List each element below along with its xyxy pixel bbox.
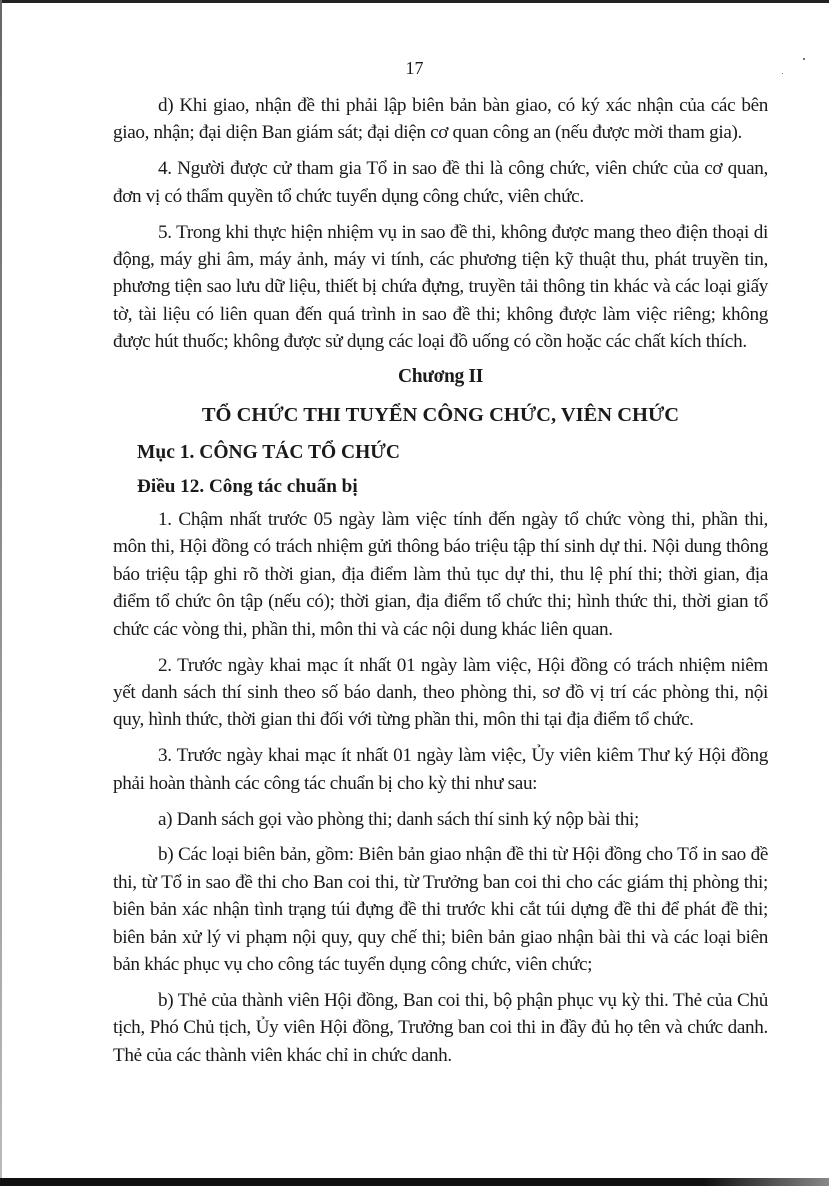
article-paragraph-2: 2. Trước ngày khai mạc ít nhất 01 ngày làm việc, Hội đồng có trách nhiệm niêm yết danh sách thí sinh theo số báo danh, theo phòng thi, sơ đồ vị trí các phòng thi, nội quy, hình thức, thời gian thi đối với từng phần thi, môn thi tại địa điểm tổ chức. xyxy=(113,654,768,731)
document-body xyxy=(113,92,768,1078)
article-paragraph-3: 3. Trước ngày khai mạc ít nhất 01 ngày làm việc, Ủy viên kiêm Thư ký Hội đồng phải hoàn thành các công tác chuẩn bị cho kỳ thi như sau: xyxy=(113,745,768,794)
page-number: 17 xyxy=(405,58,424,78)
scan-border-top xyxy=(0,0,829,3)
article-item-b-minutes: b) Các loại biên bản, gồm: Biên bản giao nhận đề thi từ Hội đồng cho Tổ in sao đề thi, từ Tổ in sao đề thi cho Ban coi thi, từ Trưởng ban coi thi cho các giám thị phòng thi; biên bản xác nhận tình trạng túi đựng đề thi trước khi cắt túi dựng đề thi để phát đề thi; biên bản xử lý vi phạm nội quy, quy chế thi; biên bản giao nhận bài thi và các loại biên bản khác phục vụ cho công tác tuyển dụng công chức, viên chức; xyxy=(113,844,768,976)
paragraph-4-print-team-members: 4. Người được cử tham gia Tổ in sao đề thi là công chức, viên chức của cơ quan, đơn vị có thẩm quyền tổ chức tuyển dụng công chức, viên chức. xyxy=(113,158,768,207)
chapter-label: Chương II xyxy=(398,366,483,388)
article-item-b-cards: b) Thẻ của thành viên Hội đồng, Ban coi thi, bộ phận phục vụ kỳ thi. Thẻ của Chủ tịch, Phó Chủ tịch, Ủy viên Hội đồng, Trưởng ban coi thi in đầy đủ họ tên và chức danh. Thẻ của các thành viên khác chỉ in chức danh. xyxy=(113,989,768,1066)
article-paragraph-1: 1. Chậm nhất trước 05 ngày làm việc tính đến ngày tổ chức vòng thi, phần thi, môn thi, Hội đồng có trách nhiệm gửi thông báo triệu tập thí sinh dự thi. Nội dung thông báo triệu tập ghi rõ thời gian, địa điểm làm thủ tục dự thi, thu lệ phí thi; thời gian, địa điểm tổ chức ôn tập (nếu có); thời gian, địa điểm tổ chức thi; hình thức thi, thời gian tổ chức các vòng thi, phần thi, môn thi và các nội dung khác liên quan. xyxy=(113,508,768,640)
chapter-title: TỔ CHỨC THI TUYỂN CÔNG CHỨC, VIÊN CHỨC xyxy=(201,403,680,426)
paragraph-5-prohibited-items: 5. Trong khi thực hiện nhiệm vụ in sao đề thi, không được mang theo điện thoại di động, máy ghi âm, máy ảnh, máy vi tính, các phương tiện kỹ thuật thu, phát truyền tin, phương tiện sao lưu dữ liệu, thiết bị chứa đựng, truyền tải thông tin khác và các loại giấy tờ, tài liệu có liên quan đến quá trình in sao đề thi; không được làm việc riêng; không được hút thuốc; không được sử dụng các loại đồ uống có cồn hoặc các chất kích thích. xyxy=(113,221,768,353)
section-heading: Mục 1. CÔNG TÁC TỔ CHỨC xyxy=(137,442,400,464)
article-item-a: a) Danh sách gọi vào phòng thi; danh sách thí sinh ký nộp bài thi; xyxy=(158,808,640,830)
article-heading: Điều 12. Công tác chuẩn bị xyxy=(137,475,358,497)
scan-border-bottom xyxy=(0,1178,829,1186)
scan-border-left xyxy=(0,0,2,1186)
paragraph-d-exam-handover: d) Khi giao, nhận đề thi phải lập biên bản bàn giao, có ký xác nhận của các bên giao, nhận; đại diện Ban giám sát; đại diện cơ quan công an (nếu được mời tham gia). xyxy=(113,95,768,144)
